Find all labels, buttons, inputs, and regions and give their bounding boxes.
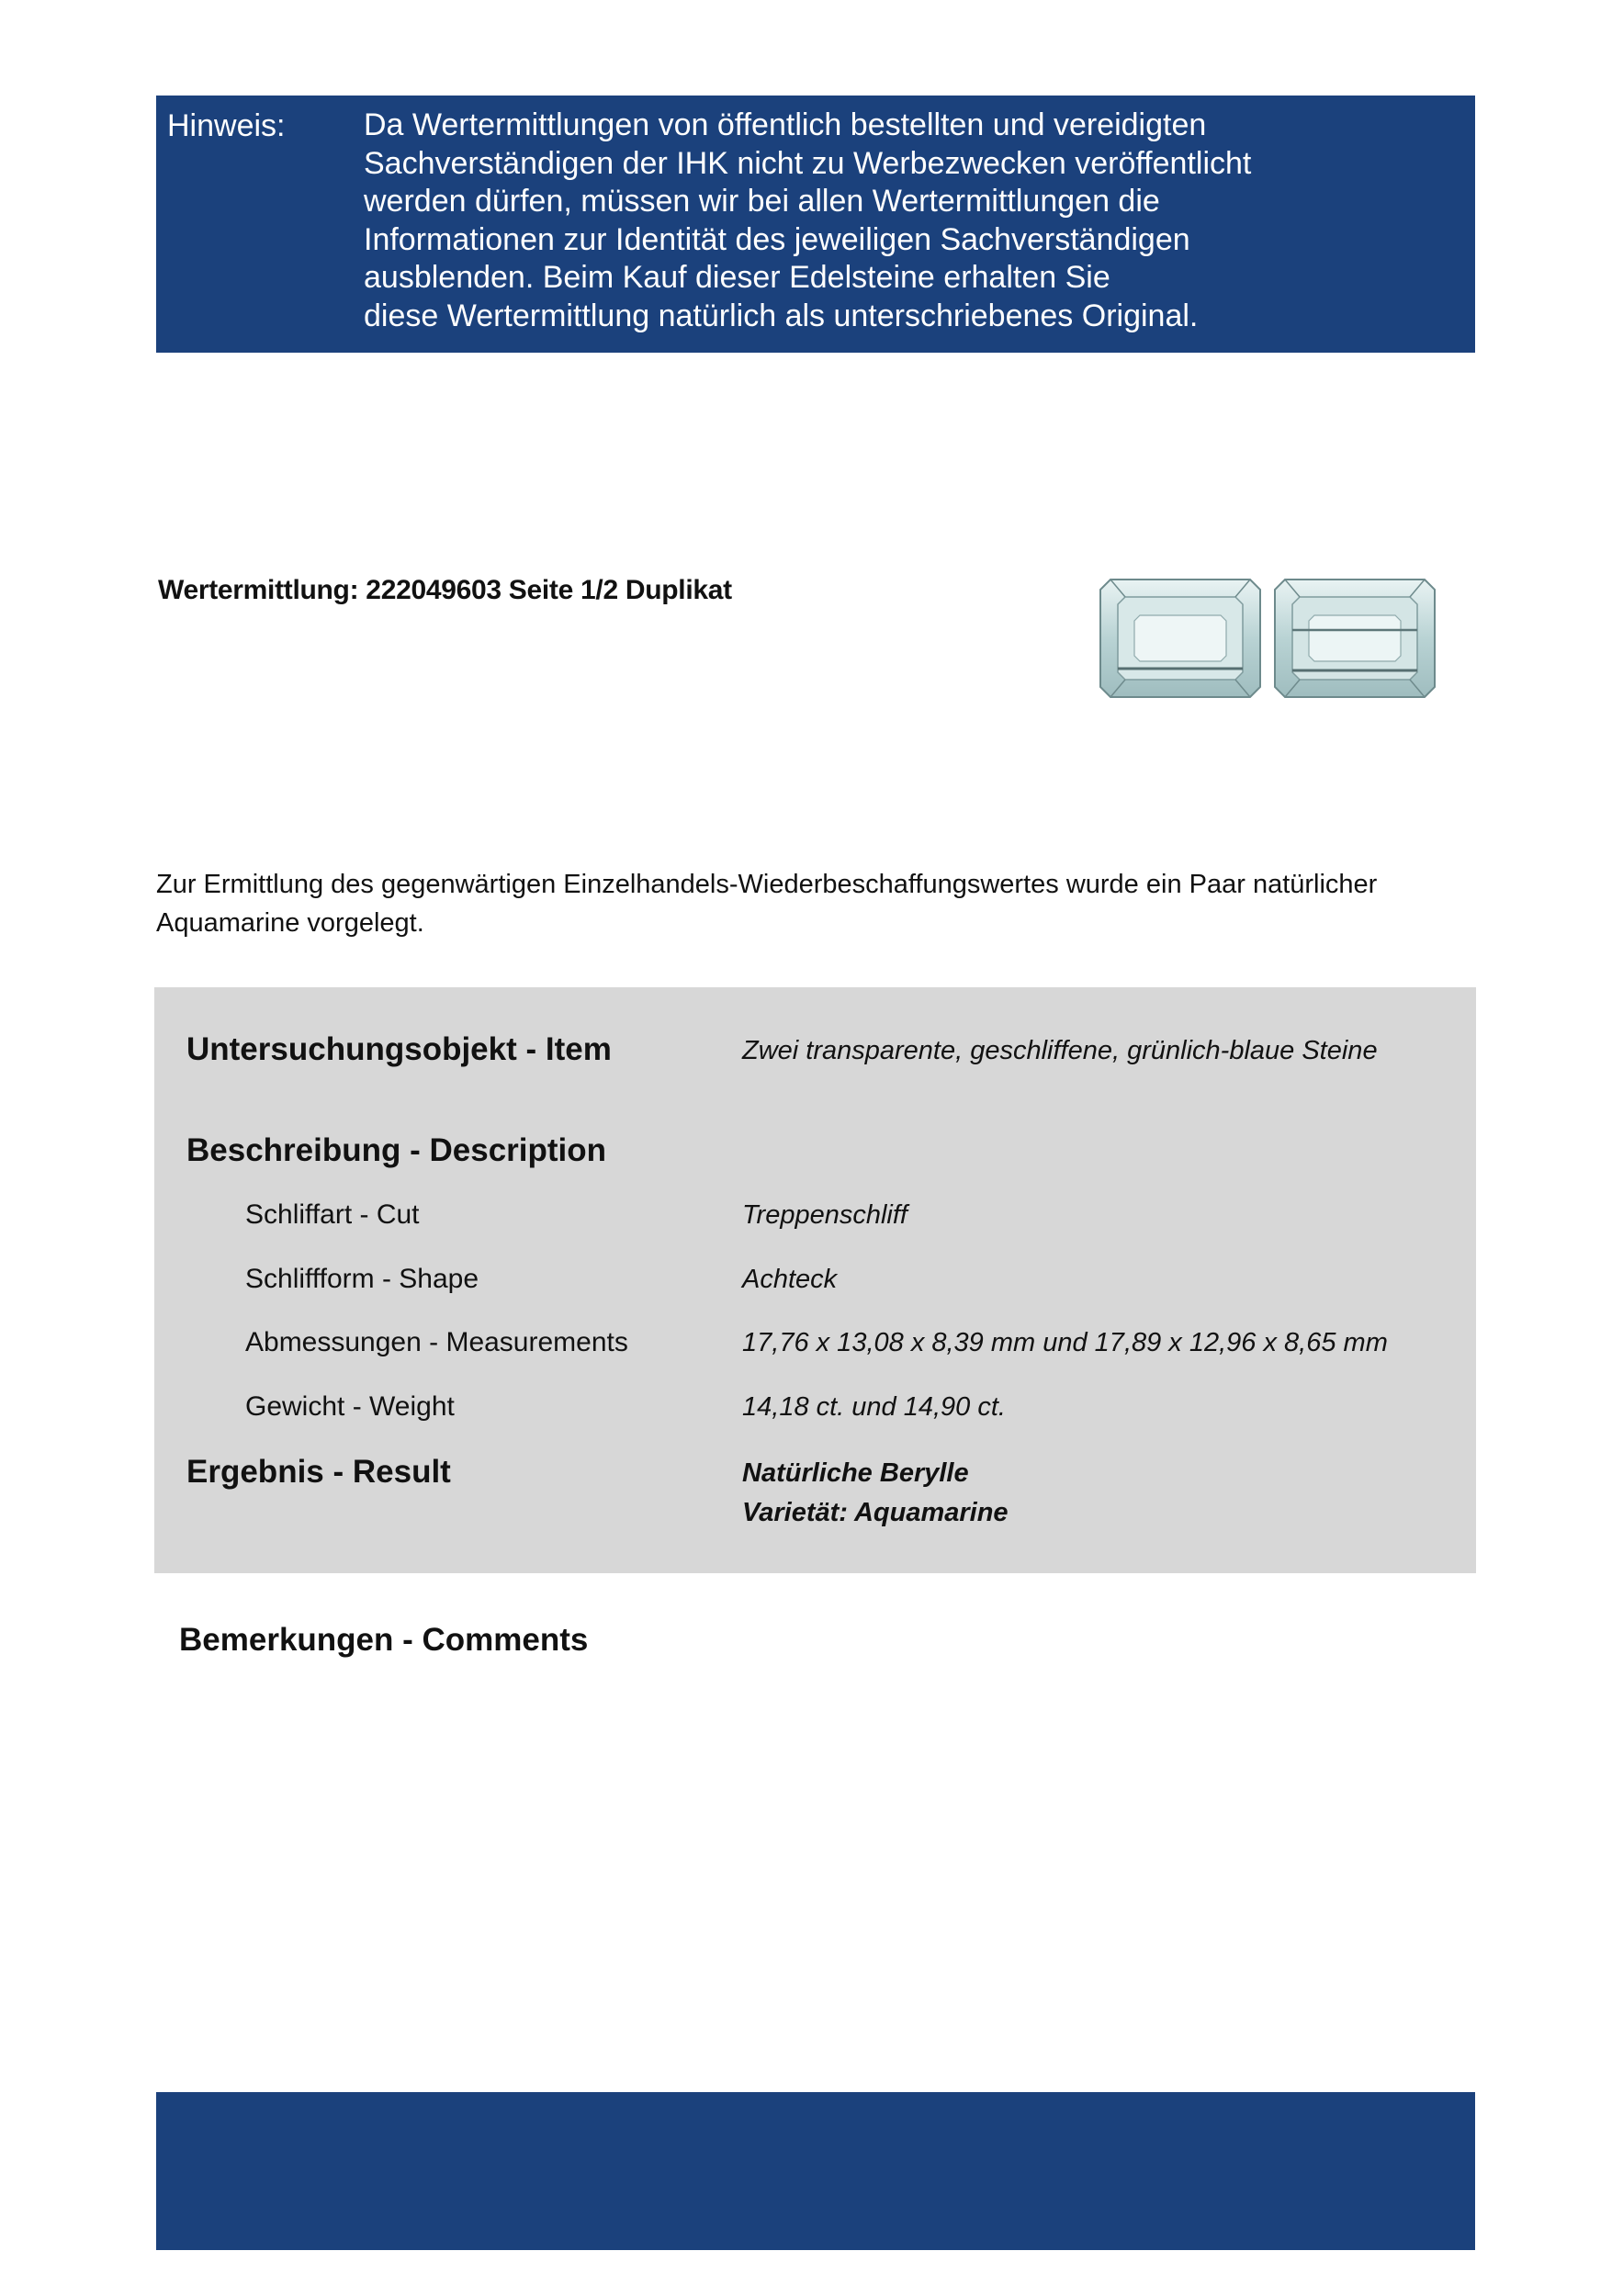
notice-line: werden dürfen, müssen wir bei allen Wertermittlungen die (364, 184, 1160, 219)
shape-label: Schliffform - Shape (245, 1264, 479, 1294)
notice-line: Sachverständigen der IHK nicht zu Werbezwecken veröffentlicht (364, 145, 1252, 181)
cut-value: Treppenschliff (742, 1200, 907, 1230)
notice-line: ausblenden. Beim Kauf dieser Edelsteine erhalten Sie (364, 260, 1110, 295)
result-value-species: Natürliche Berylle (742, 1458, 969, 1488)
report-id: Wertermittlung: 222049603 Seite 1/2 Duplikat (158, 575, 732, 605)
measurements-label: Abmessungen - Measurements (245, 1327, 628, 1357)
intro-line: Zur Ermittlung des gegenwärtigen Einzelhandels-Wiederbeschaffungswertes wurde ein Paar natürlicher (156, 870, 1378, 899)
result-value-variety: Varietät: Aquamarine (742, 1498, 1009, 1527)
weight-value: 14,18 ct. und 14,90 ct. (742, 1392, 1006, 1422)
notice-line: Informationen zur Identität des jeweiligen Sachverständigen (364, 221, 1190, 257)
shape-value: Achteck (742, 1265, 838, 1294)
item-value: Zwei transparente, geschliffene, grünlich-blaue Steine (742, 1036, 1378, 1065)
result-label: Ergebnis - Result (186, 1454, 451, 1490)
description-label: Beschreibung - Description (186, 1132, 607, 1168)
notice-line: diese Wertermittlung natürlich als unterschriebenes Original. (364, 298, 1199, 333)
weight-label: Gewicht - Weight (245, 1391, 455, 1422)
gemstone-photo (1098, 575, 1437, 699)
gemstone-left (1100, 580, 1260, 697)
examination-panel (154, 987, 1476, 1573)
gemstone-right (1275, 580, 1435, 697)
notice-box (156, 96, 1475, 353)
notice-label: Hinweis: (167, 108, 286, 143)
item-label: Untersuchungsobjekt - Item (186, 1031, 612, 1067)
measurements-value: 17,76 x 13,08 x 8,39 mm und 17,89 x 12,96 x 8,65 mm (742, 1328, 1388, 1357)
cut-label: Schliffart - Cut (245, 1199, 420, 1230)
notice-line: Da Wertermittlungen von öffentlich bestellten und vereidigten (364, 107, 1207, 142)
notice-text (364, 107, 1457, 335)
footer-bar (156, 2092, 1475, 2250)
intro-line: Aquamarine vorgelegt. (156, 908, 424, 938)
comments-heading: Bemerkungen - Comments (179, 1622, 589, 1658)
intro-paragraph (156, 865, 1470, 942)
